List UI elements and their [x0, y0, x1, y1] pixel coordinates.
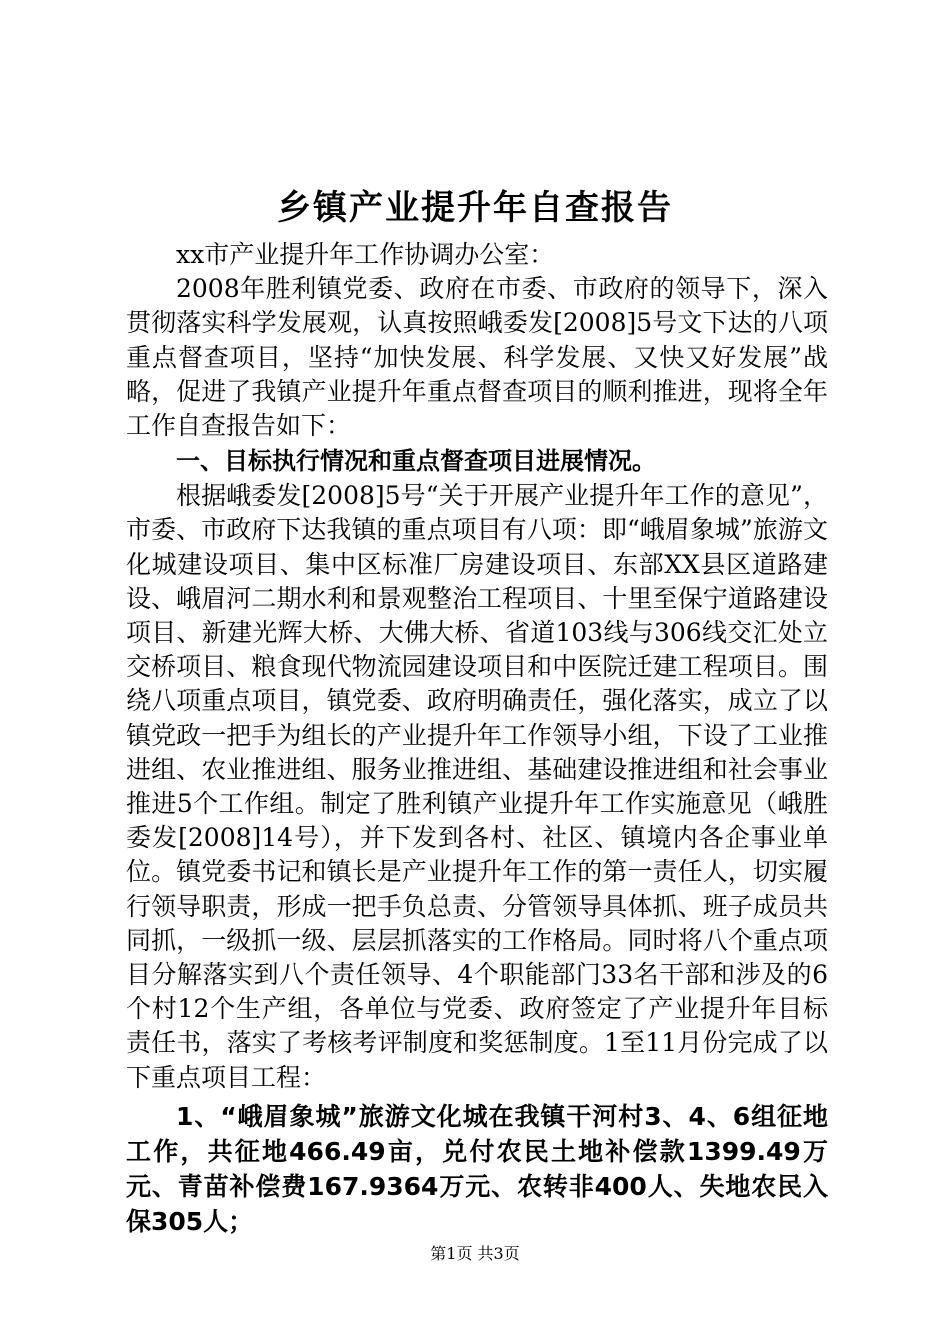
salutation: xx市产业提升年工作协调办公室：: [176, 240, 555, 269]
section-body-paragraph: 根据峨委发[2008]5号“关于开展产业提升年工作的意见”，市委、市政府下达我镇的重点项目有八项：即“峨眉象城”旅游文化城建设项目、集中区标准厂房建设项目、东部XX县区道路建设、峨眉河二期水利和景观整治工程项目、十里至保宁道路建设项目、新建光辉大桥、大佛大桥、省道103线与306线交汇处立交桥项目、粮食现代物流园建设项目和中医院迁建工程项目。围绕八项重点项目，镇党委、政府明确责任，强化落实，成立了以镇党政一把手为组长的产业提升年工作领导小组，下设了工业推进组、农业推进组、服务业推进组、基础建设推进组和社会事业推进5个工作组。制定了胜利镇产业提升年工作实施意见（峨胜委发[2008]14号），并下发到各村、社区、镇境内各企事业单位。镇党委书记和镇长是产业提升年工作的第一责任人，切实履行领导职责，形成一把手负总责、分管领导具体抓、班子成员共同抓，一级抓一级、层层抓落实的工作格局。同时将八个重点项目分解落实到八个责任领导、4个职能部门33名干部和涉及的6个村12个生产组，各单位与党委、政府签定了产业提升年目标责任书，落实了考核考评制度和奖惩制度。1至11月份完成了以下重点项目工程：: [126, 481, 828, 1092]
document-body: [126, 238, 828, 1239]
page-footer: 第1页 共3页: [430, 1244, 520, 1263]
project-item-1: 1、“峨眉象城”旅游文化城在我镇干河村3、4、6组征地工作，共征地466.49亩，兑付农民土地补偿款1399.49万元、青苗补偿费167.9364万元、农转非400人、失地农民入保305人；: [126, 1101, 828, 1236]
section-heading: 一、目标执行情况和重点督查项目进展情况。: [176, 447, 656, 476]
document-title: 乡镇产业提升年自查报告: [277, 188, 673, 228]
intro-paragraph: 2008年胜利镇党委、政府在市委、市政府的领导下，深入贯彻落实科学发展观，认真按照峨委发[2008]5号文下达的八项重点督查项目，坚持“加快发展、科学发展、又快又好发展”战略，促进了我镇产业提升年重点督查项目的顺利推进，现将全年工作自查报告如下：: [126, 274, 828, 441]
